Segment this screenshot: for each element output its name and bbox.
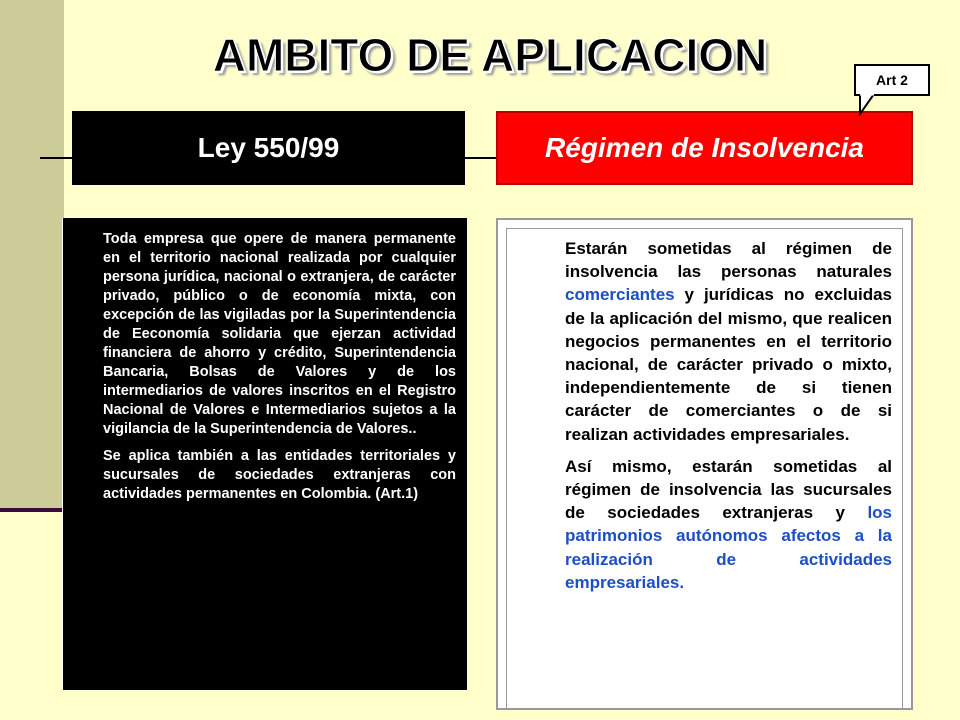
article-callout-label: Art 2	[876, 72, 908, 88]
article-callout	[854, 64, 930, 96]
regimen-p2-text-a: Así mismo, estarán sometidas al régimen de insolvencia las sucursales de sociedades extranjeras y	[565, 456, 892, 523]
sidebar-divider	[0, 508, 70, 512]
callout-pointer-icon	[856, 94, 876, 116]
ley-550-description-panel	[62, 218, 467, 690]
regimen-p1-highlight: comerciantes	[565, 285, 675, 305]
regimen-description-inner	[506, 228, 903, 708]
middle-connector-line	[465, 157, 497, 159]
regimen-description-panel	[496, 218, 913, 710]
ley-550-header-label: Ley 550/99	[197, 132, 340, 163]
ley-550-header	[72, 111, 465, 185]
ley-550-paragraph-2: Se aplica también a las entidades territoriales y sucursales de sociedades extranjeras con actividades permanentes en Colombia. (Art.1)	[103, 448, 456, 502]
regimen-p2-highlight: los patrimonios autónomos afectos a la realización de actividades empresariales.	[565, 503, 892, 592]
regimen-paragraph-2	[565, 455, 892, 594]
regimen-p1-text-b: y jurídicas no excluidas de la aplicación del mismo, que realicen negocios permanentes en el territorio nacional, de carácter privado o mixto, independientemente de si tienen carácter de comerciantes o de si realizan actividades empresariales.	[565, 285, 892, 444]
left-connector-line	[40, 157, 74, 159]
slide-title: AMBITO DE APLICACION	[212, 29, 768, 81]
regimen-insolvencia-header	[496, 111, 913, 185]
regimen-paragraph-1	[565, 237, 892, 446]
regimen-insolvencia-header-label: Régimen de Insolvencia	[545, 132, 864, 163]
regimen-p1-text-a: Estarán sometidas al régimen de insolvencia las personas naturales	[565, 239, 892, 282]
ley-550-paragraph-1: Toda empresa que opere de manera permanente en el territorio nacional realizada por cualquier persona jurídica, nacional o extranjera, de carácter privado, público o de economía mixta, con excepción de las vigiladas por la Superintendencia de Eeconomía solidaria que ejerzan actividad financiera de ahorro y crédito, Superintendencia Bancaria, Bolsas de Valores y de los intermediarios de valores inscritos en el Registro Nacional de Valores e Intermediarios sujetos a la vigilancia de la Superintendencia de Valores..	[103, 231, 456, 437]
